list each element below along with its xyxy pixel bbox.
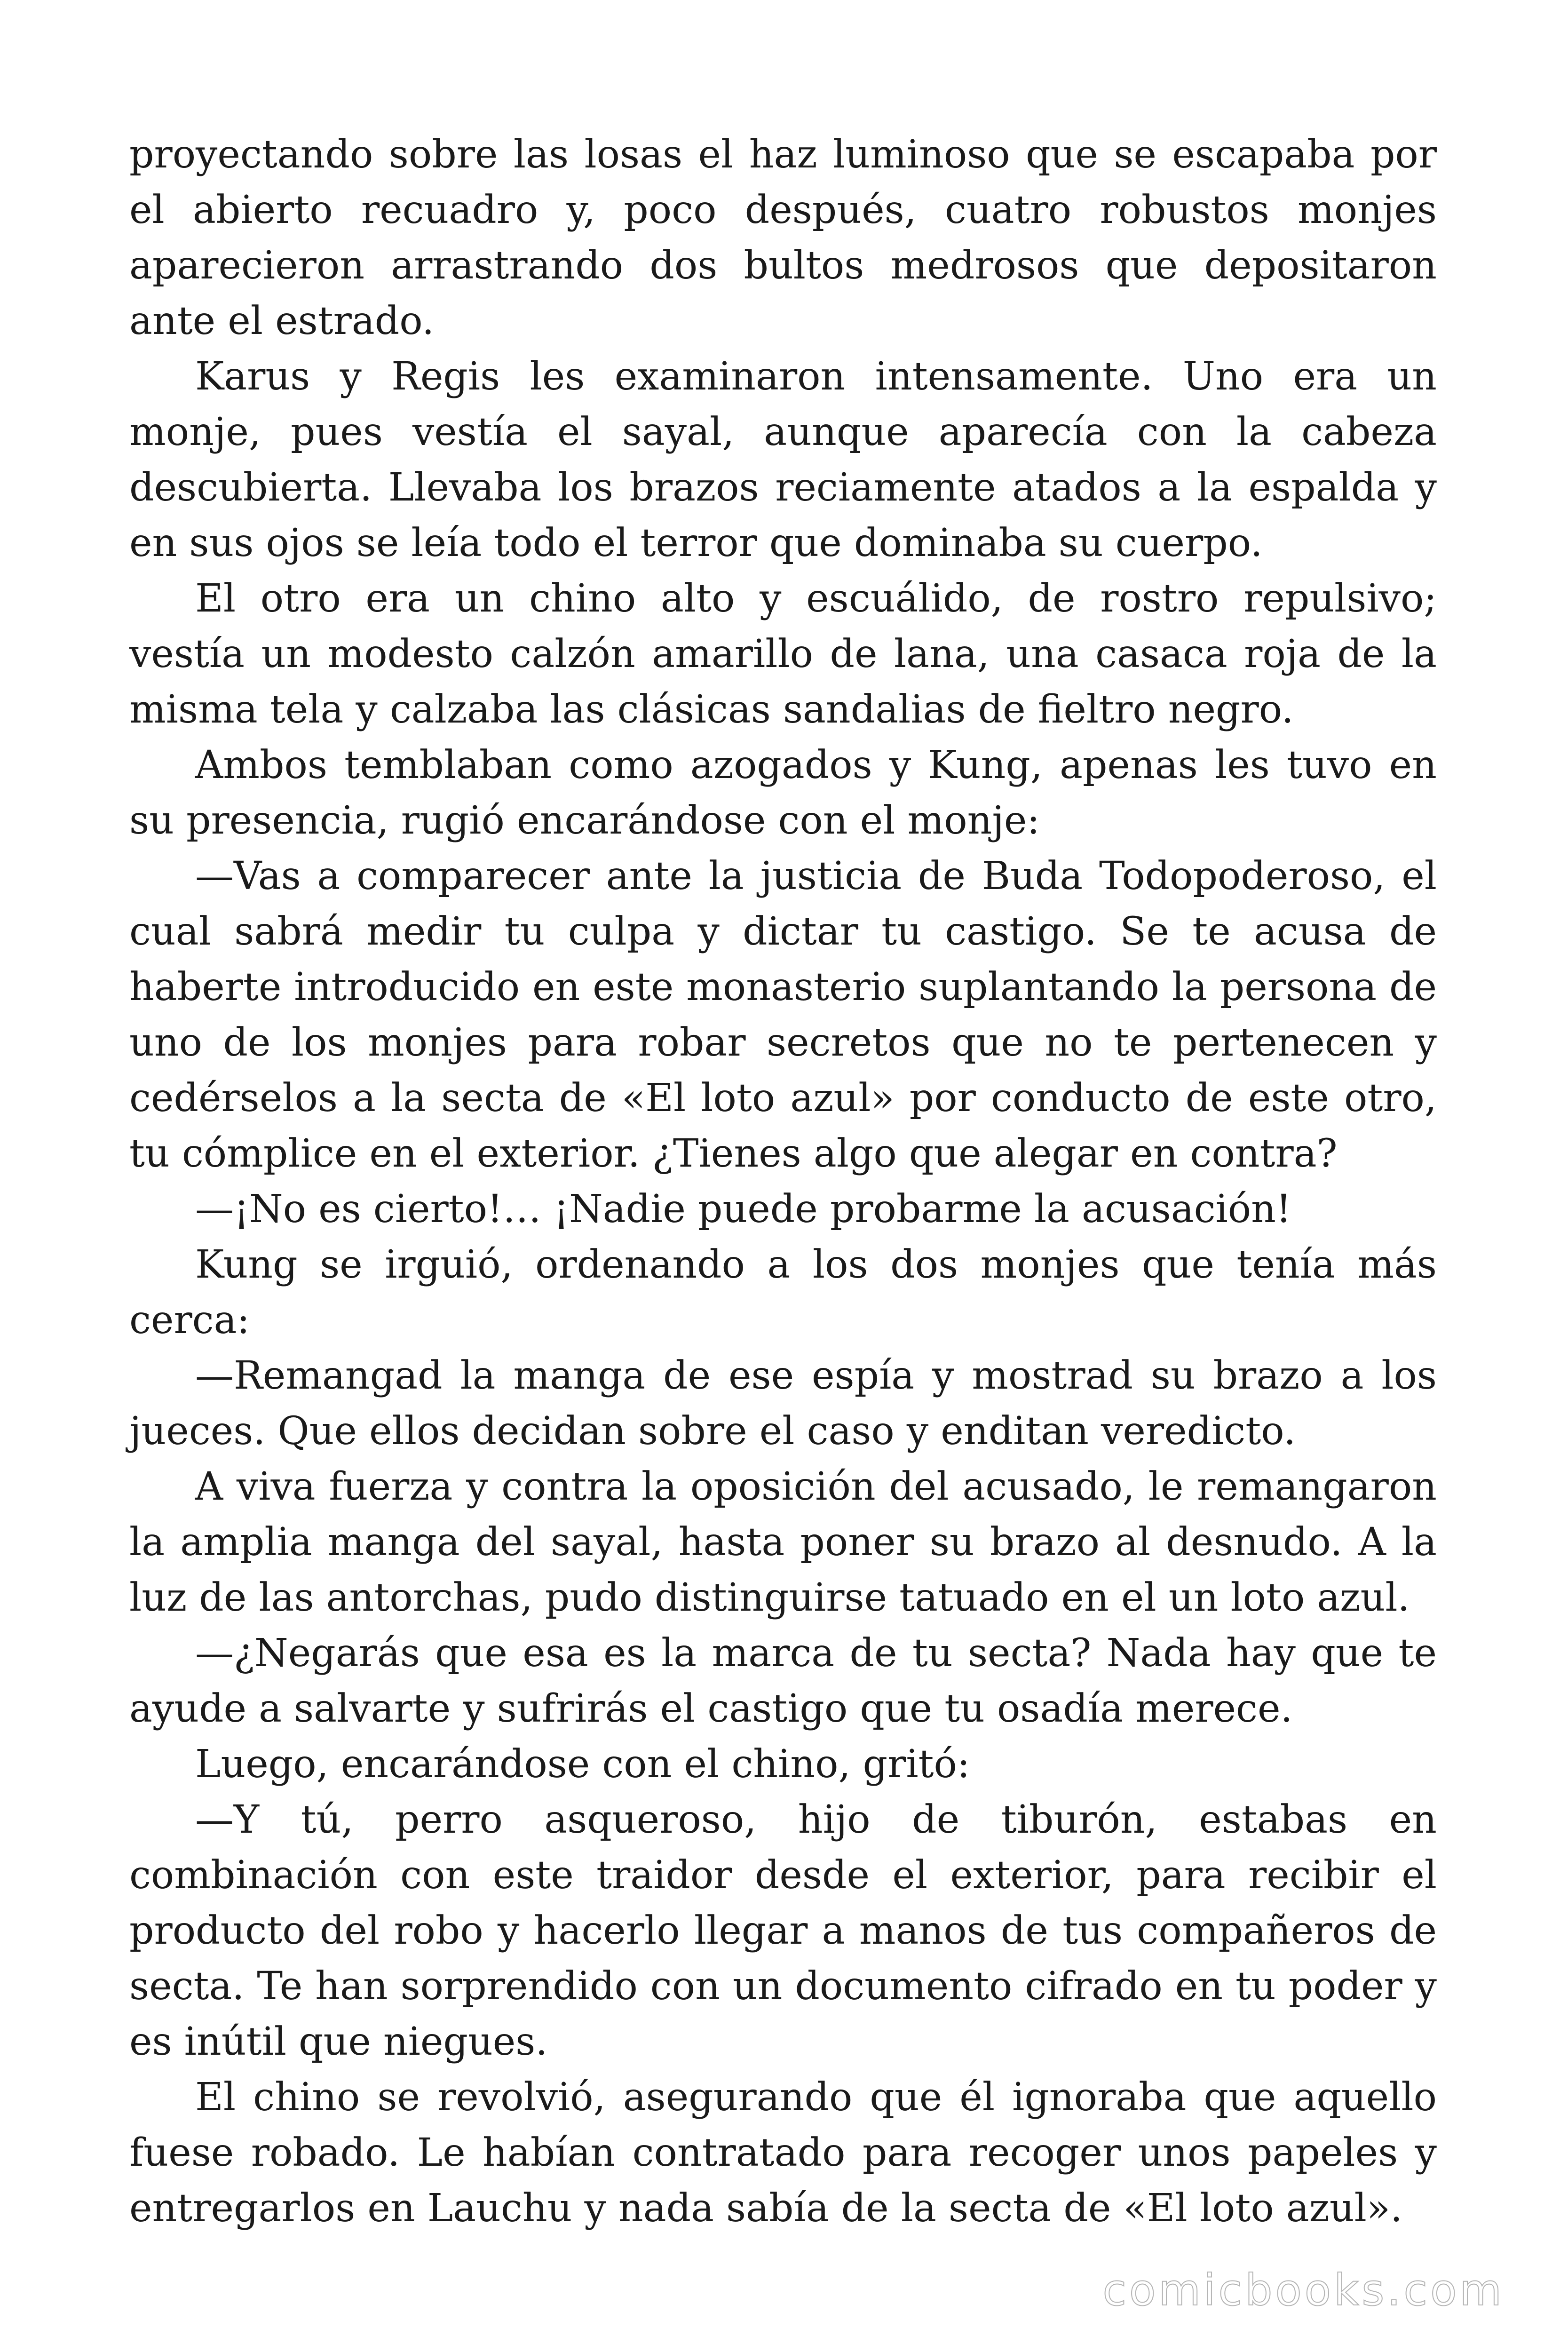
page-body — [129, 127, 1437, 2236]
paragraph-9: A viva fuerza y contra la oposición del acusado, le remangaron la amplia manga del sayal, hasta poner su brazo al desnudo. A la luz de las antorchas, pudo distinguirse tatuado en el un loto azul. — [129, 1464, 1437, 1620]
paragraph-6: —¡No es cierto!… ¡Nadie puede probarme la acusación! — [195, 1187, 1291, 1232]
paragraph-12: —Y tú, perro asqueroso, hijo de tiburón, estabas en combinación con este traidor desde el exterior, para recibir el producto del robo y hacerlo llegar a manos de tus compañeros de secta. Te han sorprendido con un documento cifrado en tu poder y es inútil que niegues. — [129, 1797, 1437, 2064]
paragraph-11: Luego, encarándose con el chino, gritó: — [195, 1742, 970, 1787]
paragraph-5: —Vas a comparecer ante la justicia de Buda Todopoderoso, el cual sabrá medir tu culpa y dictar tu castigo. Se te acusa de haberte introducido en este monasterio suplantando la persona de uno de los monjes para robar secretos que no te pertenecen y cedérselos a la secta de «El loto azul» por conducto de este otro, tu cómplice en el exterior. ¿Tienes algo que alegar en contra? — [129, 854, 1437, 1176]
paragraph-7: Kung se irguió, ordenando a los dos monjes que tenía más cerca: — [129, 1242, 1437, 1343]
paragraph-10: —¿Negarás que esa es la marca de tu secta? Nada hay que te ayude a salvarte y sufrirás el castigo que tu osadía merece. — [129, 1631, 1437, 1731]
paragraph-1: proyectando sobre las losas el haz luminoso que se escapaba por el abierto recuadro y, poco después, cuatro robustos monjes aparecieron arrastrando dos bultos medrosos que depositaron ante el estrado. — [129, 132, 1437, 343]
watermark: comicbooks.com — [1102, 2265, 1505, 2315]
paragraph-8: —Remangad la manga de ese espía y mostrad su brazo a los jueces. Que ellos decidan sobre el caso y enditan veredicto. — [129, 1353, 1437, 1454]
paragraph-13: El chino se revolvió, asegurando que él ignoraba que aquello fuese robado. Le habían contratado para recoger unos papeles y entregarlos en Lauchu y nada sabía de la secta de «El loto azul». — [129, 2075, 1437, 2231]
paragraph-2: Karus y Regis les examinaron intensamente. Uno era un monje, pues vestía el sayal, aunque aparecía con la cabeza descubierta. Llevaba los brazos reciamente atados a la espalda y en sus ojos se leía todo el terror que dominaba su cuerpo. — [129, 354, 1437, 565]
paragraph-4: Ambos temblaban como azogados y Kung, apenas les tuvo en su presencia, rugió encarándose con el monje: — [129, 743, 1437, 843]
paragraph-3: El otro era un chino alto y escuálido, de rostro repulsivo; vestía un modesto calzón amarillo de lana, una casaca roja de la misma tela y calzaba las clásicas sandalias de fieltro negro. — [129, 576, 1437, 732]
